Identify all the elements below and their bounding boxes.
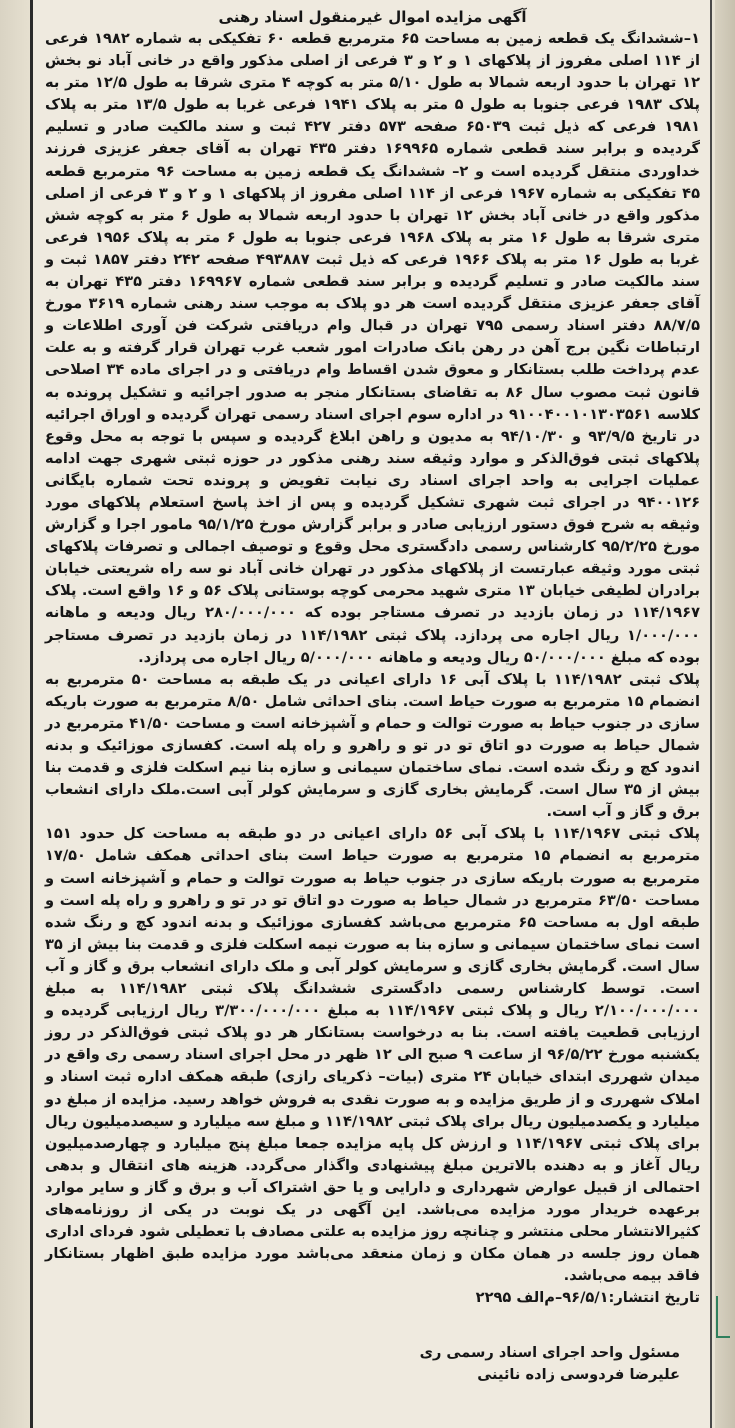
page-right-edge <box>715 0 735 1428</box>
margin-mark <box>716 1296 730 1338</box>
notice-body <box>45 6 700 1309</box>
signature-name: علیرضا فردوسی زاده نائینی <box>477 1366 680 1383</box>
notice-paragraph-2: پلاک ثبتی ۱۱۴/۱۹۸۲ با پلاک آبی ۱۶ دارای اعیانی در یک طبقه به مساحت ۵۰ مترمربع به انضمام ۱۵ مترمربع به صورت حیاط است. بنای احداثی شامل ۸/۵۰ مترمربع به صورت باریکه سازی در جنوب حیاط به صورت توالت و حمام و آشپزخانه است و مساحت ۴۱/۵۰ مترمربع در شمال حیاط به صورت دو اتاق تو در تو و راهرو و راه پله است. کفسازی موزائیک و بدنه اندود کچ و رنگ شده است. نمای ساختمان سیمانی و سازه بنا نیم اسکلت فلزی و قدمت بنا بیش از ۳۵ سال است. گرمایش بخاری گازی و سرمایش کولر آبی است.ملک دارای انشعاب برق و گاز و آب است. <box>45 670 701 821</box>
page-left-margin <box>0 0 30 1428</box>
publication-date: تاریخ انتشار:۹۶/۵/۱–م‌الف ۲۲۹۵ <box>475 1289 700 1307</box>
notice-paragraph-3: پلاک ثبتی ۱۱۴/۱۹۶۷ با پلاک آبی ۵۶ دارای اعیانی در دو طبقه به مساحت کل حدود ۱۵۱ مترمربع به انضمام ۱۵ مترمربع به صورت حیاط است بنای احداثی همکف شامل ۱۷/۵۰ مترمربع به صورت باریکه سازی در جنوب حیاط به صورت توالت و حمام و آشپزخانه است و مساحت ۶۳/۵۰ مترمربع در شمال حیاط به صورت دو اتاق تو در تو و راهرو و راه پله است و طبقه اول به مساحت ۶۵ مترمربع می‌باشد کفسازی موزائیک و بدنه اندود کچ و رنگ شده است نمای ساختمان سیمانی و سازه بنا به صورت نیمه اسکلت فلزی و قدمت بنا بیش از ۳۵ سال است. گرمایش بخاری گازی و سرمایش کولر آبی و ملک دارای انشعاب برق و گاز و آب است. توسط کارشناس رسمی دادگستری ششدانگ پلاک ثبتی ۱۱۴/۱۹۸۲ به مبلغ ۲/۱۰۰/۰۰۰/۰۰۰ ریال و پلاک ثبتی ۱۱۴/۱۹۶۷ به مبلغ ۳/۳۰۰/۰۰۰/۰۰۰ ریال ارزیابی گردیده و ارزیابی قطعیت یافته است. بنا به درخواست بستانکار هر دو پلاک ثبتی فوق‌الذکر در روز یکشنبه مورخ ۹۶/۵/۲۲ از ساعت ۹ صبح الی ۱۲ ظهر در محل اجرای اسناد رسمی ری واقع در میدان شهرری ابتدای خیابان ۲۴ متری (بیات– ذکریای رازی) طبقه همکف اداره ثبت اسناد و املاک شهرری و از طریق مزایده و به صورت نقدی به فروش خواهد رسید. مزایده از مبلغ دو میلیارد و یکصدمیلیون ریال برای پلاک ثبتی ۱۱۴/۱۹۸۲ و مبلغ سه میلیارد و سیصدمیلیون ریال برای پلاک ثبتی ۱۱۴/۱۹۶۷ و ارزش کل پایه مزایده جمعا مبلغ پنج میلیارد و چهارصدمیلیون ریال آغاز و به دهنده بالاترین مبلغ پیشنهادی واگذار می‌گردد. هزینه های انتقال و بدهی احتمالی از قبیل عوارض شهرداری و دارایی و یا حق اشتراک آب و برق و گاز و سایر موارد برعهده خریدار مورد مزایده می‌باشد. این آگهی در یک نوبت در یکی از روزنامه‌های کثیرالانتشار محلی منتشر و چنانچه روز مزایده به علتی مصادف با تعطیلی شود فردای اداری همان روز جلسه در همان مکان و زمان منعقد می‌باشد مورد مزایده طبق اظهار بستانکار فاقد بیمه می‌باشد. <box>45 825 701 1285</box>
notice-title: آگهی مزایده اموال غیرمنقول اسناد رهنی <box>218 8 527 26</box>
signature-title: مسئول واحد اجرای اسناد رسمی ری <box>419 1344 680 1361</box>
notice-paragraph-1: ۱–ششدانگ یک قطعه زمین به مساحت ۶۵ مترمربع قطعه ۶۰ تفکیکی به شماره ۱۹۸۲ فرعی از ۱۱۴ اصلی مفروز از پلاکهای ۱ و ۲ و ۳ فرعی از اصلی مذکور واقع در خانی آباد نو بخش ۱۲ تهران با حدود اربعه شمالا به طول ۵/۱۰ متر به کوچه ۴ متری شرقا به طول ۱۲/۵ متر به پلاک ۱۹۸۳ فرعی جنوبا به طول ۵ متر به پلاک ۱۹۴۱ فرعی غربا به طول ۱۳/۵ متر به پلاک ۱۹۸۱ فرعی که ذیل ثبت ۶۵۰۳۹ صفحه ۵۷۳ دفتر ۴۲۷ ثبت و سند مالکیت صادر و تسلیم گردیده و برابر سند قطعی شماره ۱۶۹۹۶۵ دفتر ۴۳۵ تهران به آقای جعفر عزیزی فرزند خداوردی منتقل گردیده است و ۲– ششدانگ یک قطعه زمین به مساحت ۹۶ مترمربع قطعه ۴۵ تفکیکی به شماره ۱۹۶۷ فرعی از ۱۱۴ اصلی مفروز از پلاکهای ۱ و ۲ و ۳ فرعی از اصلی مذکور واقع در خانی آباد بخش ۱۲ تهران با حدود اربعه شمالا به طول ۶ متر به کوچه شش متری شرقا به طول ۱۶ متر به پلاک ۱۹۶۸ فرعی جنوبا به طول ۶ متر به پلاک ۱۹۵۶ فرعی غربا به طول ۱۶ متر به پلاک ۱۹۶۶ فرعی که ذیل ثبت ۴۹۳۸۸۷ صفحه ۲۴۲ دفتر ۱۸۵۷ ثبت و سند مالکیت صادر و تسلیم گردیده و برابر سند قطعی شماره ۱۶۹۹۶۷ دفتر ۴۳۵ تهران به آقای جعفر عزیزی منتقل گردیده است هر دو پلاک به موجب سند رهنی شماره ۳۶۱۹ مورخ ۸۸/۷/۵ دفتر اسناد رسمی ۷۹۵ تهران در قبال وام دریافتی شرکت فن آوری اطلاعات و ارتباطات نگین برج آهن در رهن بانک صادرات امور شعب غرب تهران قرار گرفته و به علت عدم پرداخت طلب بستانکار و معوق شدن اقساط وام دریافتی و در اجرای ماده ۳۴ اصلاحی قانون ثبت مصوب سال ۸۶ به تقاضای بستانکار منجر به صدور اجرائیه و تشکیل پرونده به کلاسه ۹۱۰۰۴۰۰۱۰۱۳۰۳۵۶۱ در اداره سوم اجرای اسناد رسمی تهران گردیده و اوراق اجرائیه در تاریخ ۹۳/۹/۵ و ۹۴/۱۰/۳۰ به مدیون و راهن ابلاغ گردیده و سپس با توجه به محل وقوع پلاکهای ثبتی فوق‌الذکر و موارد وثیقه سند رهنی مذکور در حوزه ثبتی شهری جهت ادامه عملیات اجرایی به واحد اجرای اسناد ری نیابت تفویض و پرونده تحت شماره بایگانی ۹۴۰۰۱۲۶ در اجرای ثبت شهری تشکیل گردیده و پس از اخذ پاسخ استعلام پلاکهای مورد وثیقه به شرح فوق دستور ارزیابی صادر و برابر گزارش مورخ ۹۵/۱/۲۵ مامور اجرا و گزارش مورخ ۹۵/۲/۲۵ کارشناس رسمی دادگستری محل وقوع و توصیف اجمالی و تصرفات پلاکهای ثبتی مورد وثیقه عبارتست از پلاکهای مذکور در تهران خانی آباد نو سه راه شریعتی خیابان برادران لطیفی خیابان ۱۳ متری شهید محرمی کوچه بوستانی پلاک ۵۶ و ۱۶ واقع است. پلاک ۱۱۴/۱۹۶۷ در زمان بازدید در تصرف مستاجر بوده که ۲۸۰/۰۰۰/۰۰۰ ریال ودیعه و ماهانه ۱/۰۰۰/۰۰۰ ریال اجاره می پردازد. پلاک ثبتی ۱۱۴/۱۹۸۲ در زمان بازدید در تصرف مستاجر بوده که مبلغ ۵۰/۰۰۰/۰۰۰ ریال ودیعه و ماهانه ۵/۰۰۰/۰۰۰ ریال اجاره می پردازد. <box>45 30 701 666</box>
newspaper-clipping <box>30 0 712 1428</box>
signature-block <box>40 1342 680 1386</box>
